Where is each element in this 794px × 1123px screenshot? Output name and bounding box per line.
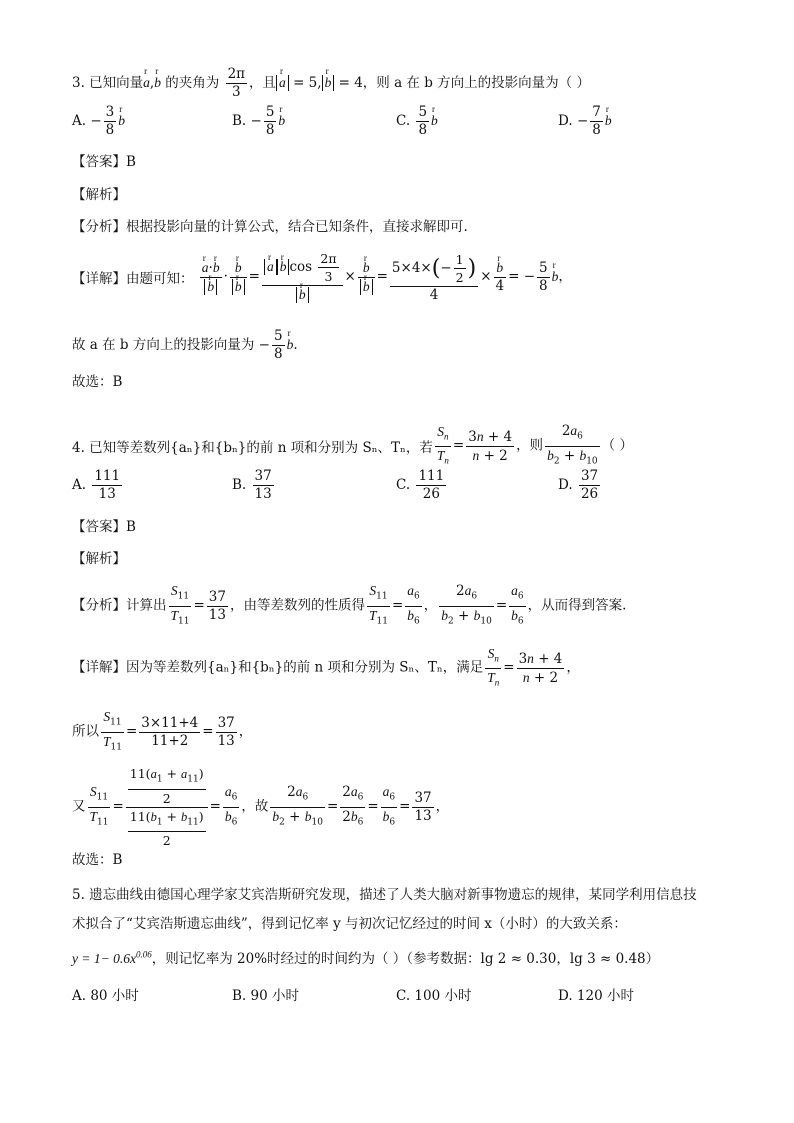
option-fraction: $\frac{5}{8}$	[418, 104, 428, 138]
q3-stem-text: 3. 已知向量	[72, 75, 144, 91]
q3-detail-frac2: r b r b	[230, 259, 247, 296]
q5-option-c[interactable]: C. 100 小时	[396, 988, 472, 1004]
q4-answer: 【答案】B	[72, 519, 136, 535]
q4-jiexi: 【解析】	[72, 551, 126, 567]
option-fraction: $\frac{111}{26}$	[418, 468, 445, 502]
q3-stem: 3. 已知向量r a,r b 的夹角为 $\frac{2\pi}{3}$ ，且r a = 5,r b = 4，则 a 在 b 方向上的投影向量为（ ）	[72, 66, 590, 101]
option-label: D.	[558, 477, 573, 493]
option-label: A.	[72, 113, 87, 129]
q4-fenxi-mid: ，由等差数列的性质得	[229, 597, 365, 614]
q3-jiexi: 【解析】	[72, 187, 126, 203]
q3-option-c[interactable]	[396, 104, 438, 139]
option-vector: r b	[118, 113, 125, 129]
q3-detail-frac4: r b r b	[358, 259, 375, 296]
option-label: B.	[232, 113, 247, 129]
option-vector: r b	[431, 113, 438, 129]
option-label: C.	[396, 113, 411, 129]
option-sign: −	[90, 113, 102, 129]
q4-fenxi-pre: 【分析】计算出	[72, 597, 167, 614]
option-sign: −	[576, 113, 589, 129]
q3-result-frac: $\frac{5}{8}$	[273, 328, 283, 362]
q3-guxuan: 故选：B	[72, 374, 123, 390]
q3-conclusion-text: 故 a 在 b 方向上的投影向量为	[72, 337, 255, 353]
option-sign: −	[250, 113, 262, 129]
option-fraction: $\frac{111}{13}$	[94, 468, 121, 502]
q3-option-a[interactable]	[72, 104, 125, 139]
q4-guxuan: 故选：B	[72, 852, 123, 868]
option-fraction: $\frac{37}{13}$	[254, 468, 272, 502]
q4-target-frac: $\frac{2a_6}{b_2 + b_{10}}$	[547, 423, 598, 467]
q3-detail-frac5: 5×4×(− $\frac{1}{2}$ ) 4	[391, 251, 477, 303]
option-vector: r b	[278, 113, 285, 129]
q4-stem: 4. 已知等差数列{aₙ}和{bₙ}的前 n 项和分别为 Sₙ、Tₙ，若 $\frac{S_n}{T_n}$ = $\frac{3n + 4}{n + 2}$ ，则 $\frac{2a_6}{b_2 + b_{10}}$ （ ）	[72, 422, 633, 470]
q4-suoyi-label: 所以	[72, 723, 99, 740]
q4-xiangjie-text: 【详解】因为等差数列{aₙ}和{bₙ}的前 n 项和分别为 Sₙ、Tₙ，满足	[72, 659, 484, 676]
q3-detail-frac6: r $\frac{b}{4}$	[494, 259, 507, 295]
q4-suoyi: 所以 $\frac{S_{11}}{T_{11}}$ = $\frac{3\times 11+4}{11+2}$ = $\frac{37}{13}$ ，	[72, 709, 253, 753]
q3-xiangjie: 【详解】由题可知： r a·r b r b · r b r b = r ar b cos $\frac{2\pi}{3}$ r b × r b r b = 5×4×(− $\frac{1}{2}$ ) 4 × r $\frac{b}{4}$ = − $\frac{5}{8}$ r b，	[72, 250, 572, 304]
q3-xiangjie-label: 【详解】由题可知：	[72, 271, 194, 287]
option-fraction: $\frac{7}{8}$	[592, 104, 601, 138]
q4-option-d[interactable]	[558, 468, 602, 503]
q3-fenxi: 【分析】根据投影向量的计算公式，结合已知条件，直接求解即可.	[72, 219, 468, 235]
q4-option-a[interactable]	[72, 468, 124, 503]
option-fraction: $\frac{37}{26}$	[580, 468, 599, 502]
q5-formula: y = 1− 0.6x	[72, 951, 136, 966]
q5-option-a[interactable]: A. 80 小时	[72, 988, 139, 1004]
option-fraction: $\frac{3}{8}$	[105, 104, 115, 138]
q4-stem-tail: ，则	[516, 437, 544, 454]
q5-exponent: 0.06	[135, 949, 152, 960]
q4-ratio-frac: $\frac{S_n}{T_n}$	[436, 424, 449, 466]
q3-cond: ，且	[249, 75, 277, 91]
option-fraction: $\frac{5}{8}$	[265, 104, 275, 138]
q4-you: 又 $\frac{S_{11}}{T_{11}}$ = $\frac{\frac{11(a_1 + a_{11})}{2}}{\frac{11(b_1 + b_{11})}{2}}$ = $\frac{a_6}{b_6}$ ，故 $\frac{2a_6}{b_2 + b_{10}}$ = $\frac{2a_6}{2b_6}$ = $\frac{a_6}{b_6}$ = $\frac{37}{13}$ ，	[72, 766, 450, 848]
q4-ratio-rhs: $\frac{3n + 4}{n + 2}$	[468, 428, 513, 464]
q5-line3	[72, 947, 659, 967]
q5-option-b[interactable]: B. 90 小时	[232, 988, 299, 1004]
q4-fenxi: 【分析】计算出 $\frac{S_{11}}{T_{11}}$ = $\frac{37}{13}$ ，由等差数列的性质得 $\frac{S_{11}}{T_{11}}$ = $\frac{a_6}{b_6}$ ， $\frac{2a_6}{b_2 + b_{10}}$ = $\frac{a_6}{b_6}$ ，从而得到答案.	[72, 582, 626, 630]
q5-line1: 5. 遗忘曲线由德国心理学家艾宾浩斯研究发现，描述了人类大脑对新事物遗忘的规律，某同学利用信息技	[72, 887, 697, 903]
q4-fenxi-frac2: $\frac{37}{13}$	[208, 588, 226, 623]
q4-stem-text: 4. 已知等差数列{aₙ}和{bₙ}的前 n 项和分别为 Sₙ、Tₙ，若	[72, 440, 433, 457]
q3-stem-mid: 的夹角为	[160, 75, 224, 91]
q3-stem-tail: ，则 a 在 b 方向上的投影向量为（ ）	[362, 75, 590, 91]
q3-option-b[interactable]	[232, 104, 285, 139]
option-label: A.	[72, 477, 87, 493]
q4-option-c[interactable]	[396, 468, 448, 503]
q4-xiangjie: 【详解】因为等差数列{aₙ}和{bₙ}的前 n 项和分别为 Sₙ、Tₙ，满足 $\frac{S_n}{T_n}$ = $\frac{3n + 4}{n + 2}$ ，	[72, 646, 580, 688]
q5-line3-text: ，则记忆率为 20%时经过的时间约为（ ）（参考数据：lg 2 ≈ 0.30，lg 3 ≈ 0.48）	[151, 951, 660, 967]
option-vector: r b	[605, 113, 612, 129]
q5-line2: 术拟合了“艾宾浩斯遗忘曲线”，得到记忆率 y 与初次记忆经过的时间 x（小时）的大致关系：	[72, 916, 627, 932]
q3-angle-fraction: $\frac{2\pi}{3}$	[227, 66, 246, 100]
q4-fenxi-end: ，从而得到答案.	[527, 597, 627, 614]
q4-fenxi-frac1: $\frac{S_{11}}{T_{11}}$	[170, 583, 190, 627]
q4-stem-paren: （ ）	[601, 437, 633, 454]
q4-gu: ，故	[241, 798, 269, 815]
q4-option-b[interactable]	[232, 468, 276, 503]
q5-option-d[interactable]: D. 120 小时	[558, 988, 634, 1004]
q3-detail-frac3: r ar b cos $\frac{2\pi}{3}$ r b	[262, 250, 343, 304]
q3-detail-frac1: r a·r b r b	[200, 259, 222, 296]
q3-option-d[interactable]	[558, 104, 612, 139]
option-label: B.	[232, 477, 247, 493]
q3-b-val: = 4	[334, 75, 363, 91]
q4-you-label: 又	[72, 798, 86, 815]
option-label: D.	[558, 113, 573, 129]
q3-answer: 【答案】B	[72, 154, 136, 170]
option-label: C.	[396, 477, 411, 493]
q3-conclusion: 故 a 在 b 方向上的投影向量为 − $\frac{5}{8}$ r b.	[72, 328, 298, 363]
q3-detail-frac7: $\frac{5}{8}$	[539, 259, 548, 294]
q3-a-val: = 5,	[288, 75, 322, 91]
